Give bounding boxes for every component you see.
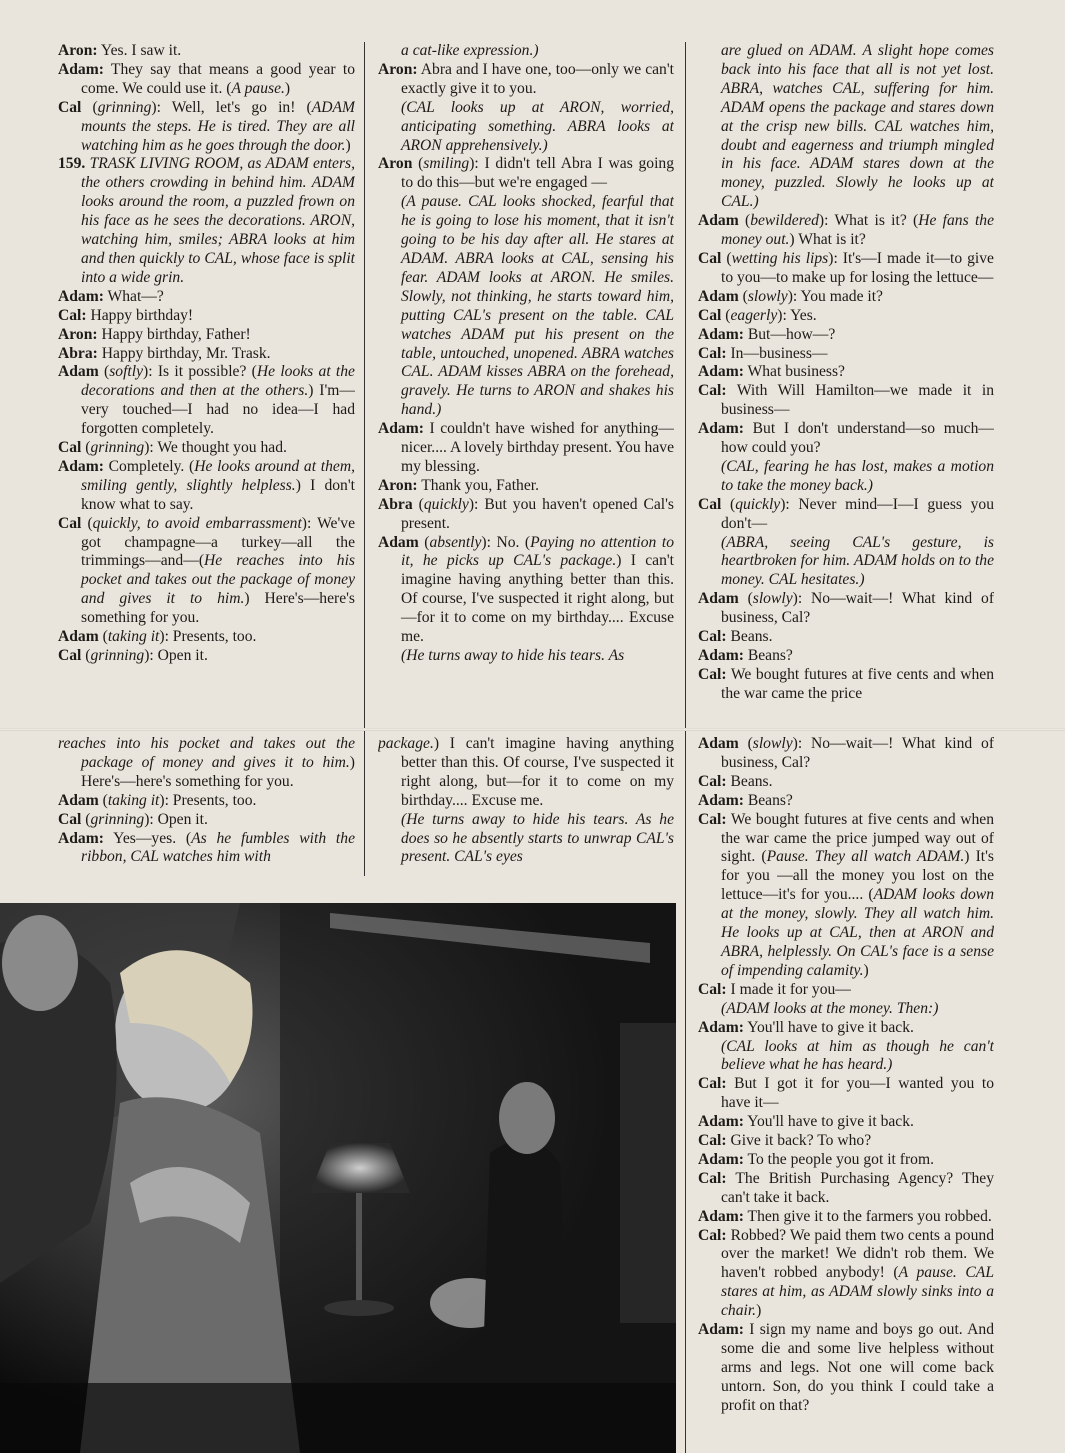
speaker-name: Cal: [698,628,727,646]
script-paragraph [698,773,994,792]
script-paragraph [378,99,674,156]
speaker-name: Cal: [698,665,727,683]
dialogue-text: Give it back? To who? [726,1132,872,1150]
column-rule-1 [364,42,365,876]
stage-direction: Paying no attention to it, he picks up CAL's package. [401,533,674,570]
dialogue-text: I couldn't have wished for anything—nicer.... A lovely birthday present. You have my blessing. [401,420,674,475]
script-paragraph [698,1321,994,1416]
dialogue-text: ): We've got champagne—a turkey—all the trimmings—and—( [81,514,355,570]
dialogue-text: ): But you haven't opened Cal's present. [401,495,674,532]
dialogue-text: ) [345,136,351,154]
speaker-name: Cal [58,810,82,828]
dialogue-text: But I got it for you—I wanted you to have it— [721,1075,994,1112]
script-paragraph [378,534,674,647]
speaker-name: Adam: [698,1150,744,1168]
script-paragraph [58,42,355,61]
script-paragraph [698,326,994,345]
speaker-name: Adam [698,735,739,752]
script-paragraph [58,155,355,287]
script-paragraph [698,981,994,1000]
script-paragraph [58,363,355,439]
speaker-name: Adam [58,628,99,646]
script-paragraph [698,496,994,534]
page-seam [0,728,1065,731]
dialogue-text: ) [756,1302,762,1320]
dialogue-text: ( [738,212,751,230]
stage-direction: taking it [107,791,160,809]
stage-direction: slowly [752,735,793,752]
stage-direction: (ABRA, seeing CAL's gesture, is heartbroken for him. ADAM holds on to the money. CAL hesitates.) [721,533,994,589]
dialogue-text: ) Here's—here's something for you. [81,590,355,627]
script-paragraph [378,42,674,61]
speaker-name: Aron: [58,325,98,343]
script-paragraph [698,1132,994,1151]
dialogue-text: ( [738,287,748,305]
stage-direction: taking it [107,628,160,646]
dialogue-text: ): Open it. [144,647,208,664]
stage-direction: slowly [747,287,788,305]
dialogue-text: ( [418,533,430,551]
dialogue-text: Beans. [726,772,773,790]
dialogue-text: ): Presents, too. [159,628,257,646]
dialogue-text: Beans. [726,628,773,646]
speaker-name: Adam: [58,287,104,305]
dialogue-text: ( [412,495,424,513]
stage-direction: (ADAM looks at the money. Then:) [721,999,939,1017]
script-paragraph [698,1075,994,1113]
stage-direction: smiling [423,155,470,173]
stage-direction: eagerly [730,306,778,324]
script-paragraph [58,61,355,99]
script-paragraph [698,1113,994,1132]
script-paragraph [378,155,674,193]
dialogue-text: ): Well, let's go in! ( [151,98,312,116]
dialogue-text: Happy birthday, Mr. Trask. [97,344,271,362]
script-paragraph [58,288,355,307]
dialogue-text: ( [98,628,108,646]
script-paragraph [698,288,994,307]
script-paragraph [58,326,355,345]
script-paragraph [58,647,355,666]
dialogue-text: But I don't understand—so much—how could you? [721,420,994,457]
speaker-name: Cal: [698,980,727,998]
script-paragraph [378,496,674,534]
column-2-top [378,42,674,730]
script-paragraph [698,1227,994,1322]
dialogue-text: Happy birthday! [86,306,194,324]
script-paragraph [698,1038,994,1076]
script-paragraph [58,307,355,326]
script-paragraph [378,61,674,99]
stage-direction: a cat-like expression.) [401,42,539,59]
dialogue-text: Then give it to the farmers you robbed. [743,1207,992,1225]
stage-direction: quickly [735,495,781,513]
script-paragraph [58,830,355,868]
script-paragraph [698,1151,994,1170]
speaker-name: Abra: [58,344,98,362]
dialogue-text: With Will Hamilton—we made it in business— [721,382,994,419]
script-paragraph [698,363,994,382]
stage-direction: softly [109,363,144,381]
stage-direction: slowly [752,590,793,608]
dialogue-text: But—how—? [743,325,836,343]
dialogue-text: Yes. I saw it. [97,42,182,59]
speaker-name: Cal: [698,1075,727,1093]
dialogue-text: ) [863,961,869,979]
dialogue-text: ): Presents, too. [159,791,257,809]
script-paragraph [378,647,674,666]
script-paragraph [378,477,674,496]
dialogue-text: ): Is it possible? ( [143,363,257,381]
dialogue-text: Completely. ( [103,457,195,475]
film-still-illustration [0,903,676,1453]
speaker-name: Cal: [698,772,727,790]
dialogue-text: ( [81,647,91,664]
stage-direction: He looks at the decorations and then at the others. [81,363,355,400]
script-paragraph [698,458,994,496]
dialogue-text: ( [98,791,108,809]
dialogue-text: ( [738,735,753,752]
stage-direction: TRASK LIVING ROOM, as ADAM enters, the others crowding in behind him. ADAM looks around the room, a puzzled frown on his face as he sees the decorations. ARON, watching him, smiles; ABRA looks at him and then quickly to CAL, whose face is split into a wide grin. [81,155,355,286]
script-paragraph [58,99,355,156]
stage-direction: grinning [90,647,145,664]
script-paragraph [58,439,355,458]
dialogue-text: Yes—yes. ( [103,829,192,847]
speaker-name: Adam: [698,325,744,343]
script-paragraph [58,515,355,628]
dialogue-text: Beans? [743,647,793,664]
dialogue-text: ) Here's—here's something for you. [81,753,355,790]
speaker-name: Adam: [698,363,744,381]
script-paragraph [698,1170,994,1208]
dialogue-text: What—? [103,287,164,305]
dialogue-text: ( [738,590,753,608]
script-paragraph [698,345,994,364]
stage-direction: quickly, to avoid embarrassment [92,514,302,532]
speaker-name: Cal: [698,810,727,828]
speaker-name: Cal: [58,306,87,324]
speaker-name: Adam: [378,420,424,438]
speaker-name: Aron [378,155,413,173]
speaker-name: Cal [698,306,722,324]
speaker-name: Adam: [698,1113,744,1131]
stage-direction: (CAL looks up at ARON, worried, anticipating something. ABRA looks at ARON apprehensively.) [401,98,674,154]
script-paragraph [698,212,994,250]
dialogue-text: Beans? [743,791,793,809]
script-paragraph [698,307,994,326]
script-paragraph [698,735,994,773]
script-paragraph [698,1208,994,1227]
column-3-top [698,42,994,730]
script-paragraph [378,420,674,477]
stage-direction: (CAL, fearing he has lost, makes a motion to take the money back.) [721,457,994,494]
stage-direction: (A pause. CAL looks shocked, fearful that he is going to lose his moment, that it isn't going to be his day after all. He stares at ADAM. ABRA looks at CAL, sensing his fear. ADAM looks at ARON. He smiles. Slowly, not thinking, he starts toward him, putting CAL's present on the table. CAL watches ADAM put his present on the table, untouched, unopened. ABRA watches CAL. ADAM kisses ABRA on the forehead, gravely. He turns to ARON and shakes his hand.) [401,193,674,419]
script-paragraph [698,382,994,420]
dialogue-text: What business? [743,363,845,381]
script-paragraph [698,534,994,591]
dialogue-text: ( [412,155,424,173]
script-paragraph [698,792,994,811]
script-paragraph [698,250,994,288]
dialogue-text: They say that means a good year to come. We could use it. ( [81,60,355,97]
speaker-name: Aron: [58,42,98,59]
dialogue-text: Robbed? We paid them two cents a pound over the market! We didn't rob them. We haven't robbed anybody! ( [721,1226,994,1282]
speaker-name: 159. [58,155,86,173]
dialogue-text: The British Purchasing Agency? They can't take it back. [721,1169,994,1206]
dialogue-text: ) What is it? [789,231,866,249]
stage-direction: (He turns away to hide his tears. As [401,647,625,664]
stage-direction: He fans the money out. [721,212,994,249]
stage-direction: bewildered [750,212,819,230]
dialogue-text: I made it for you— [726,980,851,998]
dialogue-text: ) [284,79,291,97]
script-paragraph [698,420,994,458]
dialogue-text: Thank you, Father. [417,476,539,494]
dialogue-text: ) I can't imagine having anything better than this. Of course, I've suspected it right along, but—for it to come on my birthday.... Excuse me. [401,735,674,809]
speaker-name: Cal [58,647,82,664]
speaker-name: Cal [698,249,722,267]
dialogue-text: You'll have to give it back. [743,1018,914,1036]
stage-direction: quickly [423,495,469,513]
dialogue-text: We bought futures at five cents and when the war came the price [721,665,994,702]
dialogue-text: I sign my name and boys go out. And some die and some live helpless without arms and legs. Not one will come back untorn. Son, do you think I could take a profit on that? [721,1321,994,1414]
dialogue-text: ( [81,98,98,116]
dialogue-text: ): What is it? ( [818,212,919,230]
dialogue-text: ): It's—I made it—to give to you—to make up for losing the lettuce— [721,249,994,286]
dialogue-text: ) I don't know what to say. [81,476,355,513]
speaker-name: Adam [58,363,99,381]
dialogue-text: We bought futures at five cents and when the war came the price jumped way out of sight. ( [721,810,994,866]
script-paragraph [698,1019,994,1038]
dialogue-text: ( [81,439,91,457]
stage-direction: (He turns away to hide his tears. As he does so he absently starts to unwrap CAL's present. CAL's eyes [401,810,674,866]
stage-direction: He looks around at them, smiling gently, slightly helpless. [81,457,355,494]
speaker-name: Cal: [698,344,727,362]
script-paragraph [698,590,994,628]
speaker-name: Adam: [58,60,104,78]
dialogue-text: ): You made it? [787,287,883,305]
column-1-bottom [58,735,355,880]
dialogue-text: ( [721,495,736,513]
speaker-name: Adam: [698,791,744,809]
speaker-name: Adam [58,791,99,809]
dialogue-text: ) It's for you —all the money you lost on the lettuce—it's for you.... ( [721,848,994,904]
stage-direction: grinning [97,98,152,116]
script-paragraph [58,792,355,811]
script-paragraph [58,345,355,364]
speaker-name: Adam [698,212,739,230]
script-paragraph [698,628,994,647]
script-paragraph [58,735,355,792]
dialogue-text: ): I didn't tell Abra I was going to do this—but we're engaged — [401,155,674,192]
dialogue-text: In—business— [726,344,828,362]
dialogue-text: ( [98,363,110,381]
dialogue-text: ( [721,249,732,267]
stage-direction: ADAM mounts the steps. He is tired. They are all watching him as he goes through the door. [81,98,355,154]
dialogue-text: ): No. ( [481,533,531,551]
stage-direction: wetting his lips [731,249,829,267]
dialogue-text: Abra and I have one, too—only we can't exactly give it to you. [401,60,674,97]
column-2-bottom [378,735,674,880]
dialogue-text: ): Open it. [144,810,208,828]
script-paragraph [58,628,355,647]
dialogue-text: ( [721,306,731,324]
script-paragraph [378,193,674,420]
dialogue-text: ( [81,514,93,532]
speaker-name: Adam: [698,647,744,664]
script-paragraph [698,811,994,981]
speaker-name: Adam: [698,1207,744,1225]
speaker-name: Abra [378,495,413,513]
dialogue-text: ): No—wait—! What kind of business, Cal? [721,735,994,771]
stage-direction: Pause. They all watch ADAM. [766,848,965,866]
stage-direction: (CAL looks at him as though he can't believe what he has heard.) [721,1037,994,1074]
script-paragraph [378,735,674,811]
script-paragraph [698,666,994,704]
speaker-name: Cal: [698,1132,727,1150]
speaker-name: Adam [698,590,739,608]
stage-direction: ADAM looks down at the money, slowly. They all watch him. He looks up at CAL, then at ARON and ABRA, helplessly. On CAL's face is a sense of impending calamity. [721,886,994,979]
column-1-top [58,42,355,730]
script-paragraph [58,458,355,515]
speaker-name: Adam [378,533,419,551]
speaker-name: Adam: [698,1018,744,1036]
speaker-name: Adam: [698,420,744,438]
speaker-name: Adam [698,287,739,305]
speaker-name: Cal [58,439,82,457]
dialogue-text: ): Yes. [777,306,817,324]
dialogue-text: ): Never mind—I—I guess you don't— [721,495,994,532]
script-paragraph [58,811,355,830]
dialogue-text: ( [81,810,91,828]
stage-direction: grinning [90,810,145,828]
dialogue-text: You'll have to give it back. [743,1113,914,1131]
script-paragraph [378,811,674,868]
stage-direction: package. [378,735,434,752]
speaker-name: Aron: [378,60,418,78]
speaker-name: Adam: [58,829,104,847]
stage-direction: He reaches into his pocket and takes out the package of money and gives it to him. [81,552,355,608]
speaker-name: Cal: [698,1169,727,1187]
dialogue-text: ) I can't imagine having anything better than this. Of course, I've suspected it right along, but—for it to come on my birthday.... Excuse me. [401,552,674,646]
speaker-name: Cal [58,514,82,532]
stage-direction: A pause. [231,79,285,97]
speaker-name: Adam: [698,1321,744,1339]
dialogue-text: ): We thought you had. [144,439,287,457]
dialogue-text: ) I'm—very touched—I had no idea—I had forgotten completely. [81,382,355,438]
speaker-name: Aron: [378,476,418,494]
speaker-name: Cal [58,98,82,116]
speaker-name: Cal: [698,382,727,400]
script-paragraph [698,647,994,666]
stage-direction: A pause. CAL stares at him, as ADAM slowly sinks into a chair. [721,1264,994,1320]
script-paragraph [698,1000,994,1019]
script-paragraph [698,42,994,212]
stage-direction: are glued on ADAM. A slight hope comes back into his face that all is not yet lost. ABRA, watches CAL, suffering for him. ADAM opens the package and stares down at the crisp new bills. CAL watches him, doubt and eagerness and triumph mingled in his face. ADAM stares down at the money, puzzled. Slowly he looks up at CAL.) [721,42,994,211]
film-still-photo [0,903,676,1453]
stage-direction: absently [429,533,482,551]
speaker-name: Cal [698,495,722,513]
speaker-name: Adam: [58,457,104,475]
dialogue-text: To the people you got it from. [743,1150,934,1168]
stage-direction: reaches into his pocket and takes out the package of money and gives it to him. [58,735,355,771]
speaker-name: Cal: [698,1226,727,1244]
stage-direction: grinning [90,439,145,457]
dialogue-text: ): No—wait—! What kind of business, Cal? [721,590,994,627]
dialogue-text: Happy birthday, Father! [97,325,251,343]
column-3-bottom [698,735,994,1453]
stage-direction: As he fumbles with the ribbon, CAL watches him with [81,829,355,866]
column-rule-2 [685,42,686,1453]
